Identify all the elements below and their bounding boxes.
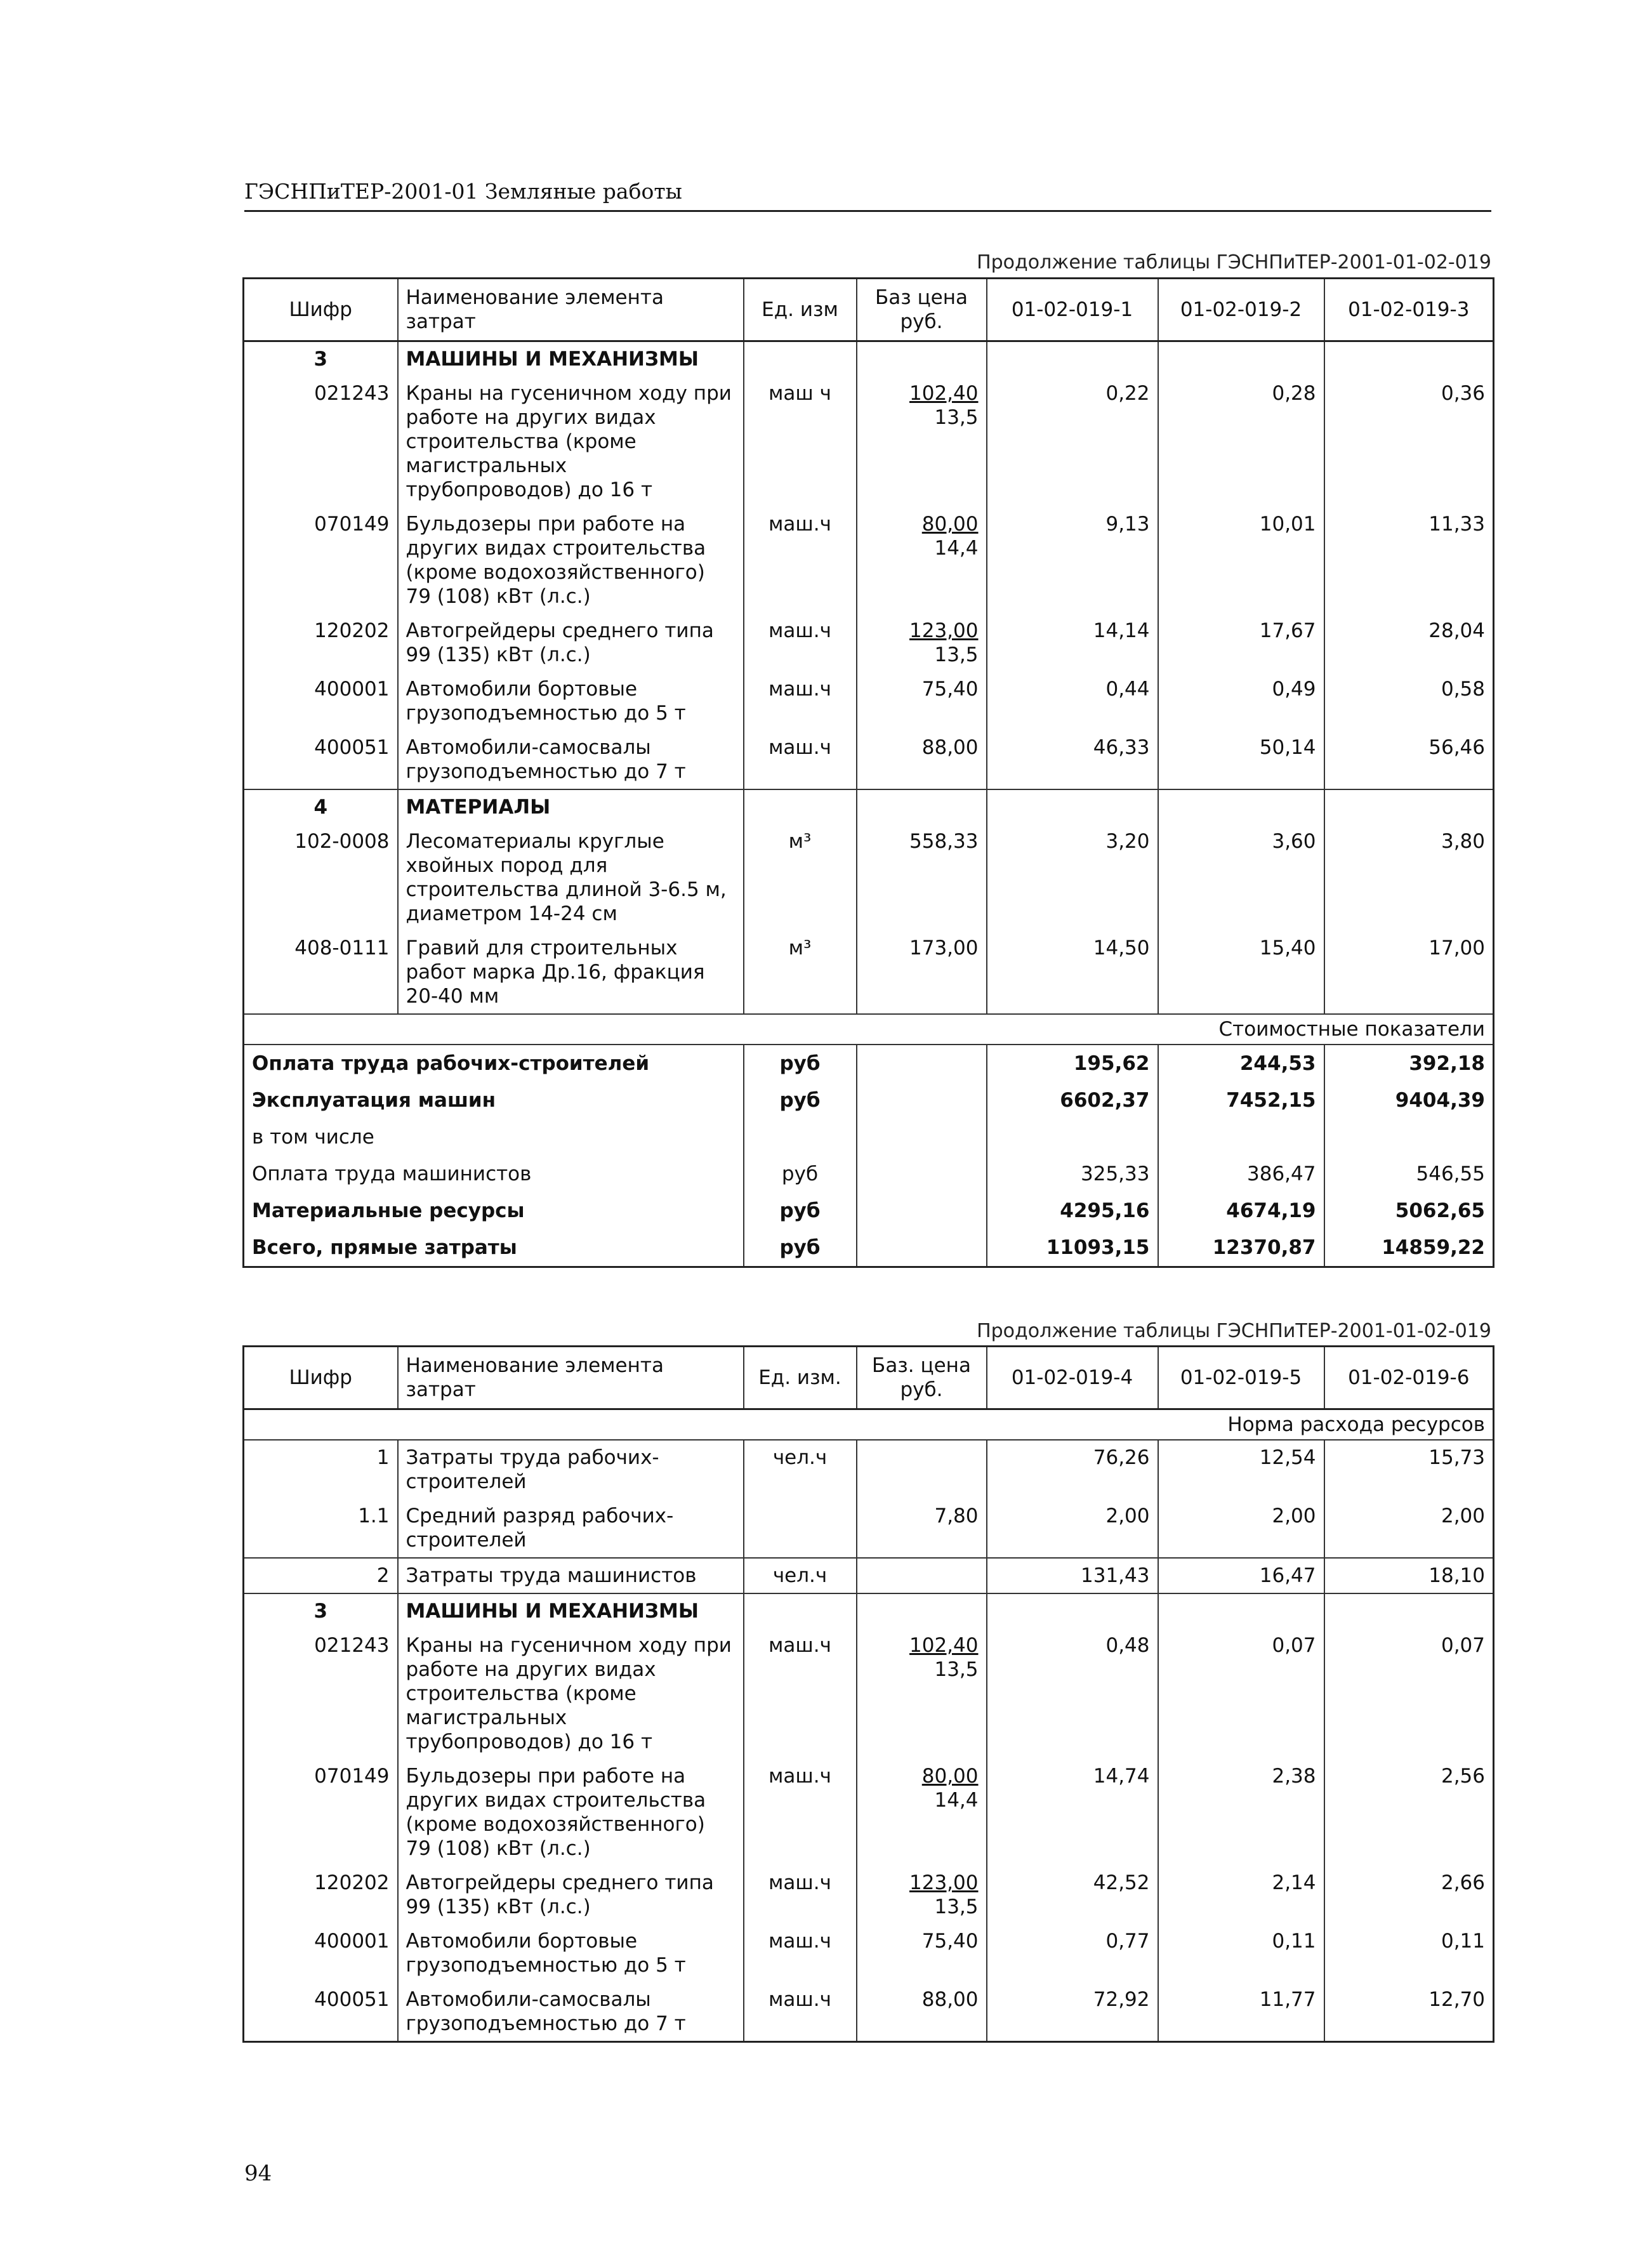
resource-name: Гравий для строительных работ марка Др.16, фракция 20-40 мм	[398, 931, 744, 1014]
cost-row	[244, 1119, 1494, 1156]
empty-cell	[1324, 789, 1494, 824]
base-price: 102,40	[909, 382, 979, 405]
norm-value-2: 0,07	[1158, 1628, 1324, 1759]
cost-unit: руб	[744, 1156, 857, 1192]
base-price: 558,33	[909, 830, 979, 853]
empty-cell	[857, 1156, 987, 1192]
section-title: МАШИНЫ И МЕХАНИЗМЫ	[398, 1593, 744, 1628]
norm-value-3: 2,56	[1324, 1759, 1494, 1866]
norm-value-3: 2,00	[1324, 1499, 1494, 1558]
cost-row	[244, 1156, 1494, 1192]
resource-name: Автомобили-самосвалы грузоподъемностью до 7 т	[398, 730, 744, 789]
resource-name: Затраты труда машинистов	[398, 1558, 744, 1593]
norm-value-1: 0,48	[987, 1628, 1158, 1759]
resource-name: Затраты труда рабочих-строителей	[398, 1440, 744, 1499]
empty-cell	[987, 789, 1158, 824]
section-title: МАШИНЫ И МЕХАНИЗМЫ	[398, 341, 744, 377]
resource-name: Автогрейдеры среднего типа 99 (135) кВт (л.с.)	[398, 614, 744, 672]
price-cell	[857, 1499, 987, 1558]
section-row	[244, 341, 1494, 377]
price-cell	[857, 931, 987, 1014]
cost-value-2: 386,47	[1158, 1156, 1324, 1192]
cost-row	[244, 1082, 1494, 1119]
empty-cell	[987, 1593, 1158, 1628]
resource-code: 400051	[244, 1982, 398, 2042]
price-cell	[857, 1982, 987, 2042]
table-row	[244, 1759, 1494, 1866]
base-price: 7,80	[934, 1505, 979, 1527]
norm-value-1: 0,77	[987, 1924, 1158, 1982]
resource-code: 400051	[244, 730, 398, 789]
empty-cell	[857, 789, 987, 824]
resource-unit: маш.ч	[744, 1628, 857, 1759]
column-header-unit: Ед. изм.	[744, 1347, 857, 1409]
resource-unit: маш ч	[744, 376, 857, 507]
norm-value-2: 0,28	[1158, 376, 1324, 507]
column-header-norm-5: 01-02-019-5	[1158, 1347, 1324, 1409]
cost-label: Оплата труда машинистов	[244, 1156, 744, 1192]
table-row	[244, 1628, 1494, 1759]
base-price: 123,00	[909, 1871, 979, 1894]
norm-value-1: 14,14	[987, 614, 1158, 672]
column-header-norm-4: 01-02-019-4	[987, 1347, 1158, 1409]
base-price: 80,00	[921, 1765, 979, 1788]
cost-value-1: 4295,16	[987, 1192, 1158, 1229]
resource-name: Краны на гусеничном ходу при работе на других видах строительства (кроме магистральных трубопроводов) до 16 т	[398, 1628, 744, 1759]
empty-cell	[857, 1593, 987, 1628]
resource-code: 1	[244, 1440, 398, 1499]
resource-unit: м³	[744, 931, 857, 1014]
empty-cell	[744, 1593, 857, 1628]
price-index: 13,5	[934, 1895, 979, 1918]
norm-value-2: 2,00	[1158, 1499, 1324, 1558]
table-row	[244, 931, 1494, 1014]
base-price: 80,00	[921, 513, 979, 536]
norm-value-1: 42,52	[987, 1866, 1158, 1924]
empty-cell	[987, 341, 1158, 377]
cost-row	[244, 1229, 1494, 1267]
empty-cell	[857, 1229, 987, 1267]
base-price: 75,40	[921, 678, 979, 701]
price-cell	[857, 1759, 987, 1866]
page-number: 94	[244, 2161, 272, 2186]
resource-unit: маш.ч	[744, 614, 857, 672]
table-row	[244, 730, 1494, 789]
table-row	[244, 376, 1494, 507]
norm-value-3: 0,11	[1324, 1924, 1494, 1982]
price-index: 14,4	[934, 537, 979, 560]
section-number: 3	[244, 1593, 398, 1628]
empty-cell	[857, 1045, 987, 1082]
resource-name: Лесоматериалы круглые хвойных пород для строительства длиной 3-6.5 м, диаметром 14-24 см	[398, 824, 744, 931]
norm-value-3: 15,73	[1324, 1440, 1494, 1499]
price-cell	[857, 376, 987, 507]
norm-value-1: 3,20	[987, 824, 1158, 931]
table-row	[244, 1440, 1494, 1499]
cost-label: в том числе	[244, 1119, 744, 1156]
norm-value-1: 0,22	[987, 376, 1158, 507]
cost-value-3: 392,18	[1324, 1045, 1494, 1082]
empty-cell	[857, 1192, 987, 1229]
norm-value-2: 50,14	[1158, 730, 1324, 789]
price-cell	[857, 614, 987, 672]
resource-unit: маш.ч	[744, 507, 857, 614]
section-row	[244, 789, 1494, 824]
norm-value-3: 18,10	[1324, 1558, 1494, 1593]
resource-code: 400001	[244, 1924, 398, 1982]
column-header-price: Баз. цена руб.	[857, 1347, 987, 1409]
column-header-name: Наименование элемента затрат	[398, 279, 744, 341]
empty-cell	[1158, 789, 1324, 824]
norm-value-3: 28,04	[1324, 614, 1494, 672]
norm-value-2: 0,49	[1158, 672, 1324, 730]
norm-value-1: 9,13	[987, 507, 1158, 614]
resource-unit	[744, 1499, 857, 1558]
section-number: 3	[244, 341, 398, 377]
band-row	[244, 1409, 1494, 1441]
empty-cell	[1324, 341, 1494, 377]
norm-value-2: 0,11	[1158, 1924, 1324, 1982]
column-header-norm-6: 01-02-019-6	[1324, 1347, 1494, 1409]
resource-code: 070149	[244, 1759, 398, 1866]
resource-unit: маш.ч	[744, 672, 857, 730]
resource-code: 2	[244, 1558, 398, 1593]
price-index: 13,5	[934, 1658, 979, 1681]
norm-value-3: 0,58	[1324, 672, 1494, 730]
column-header-code: Шифр	[244, 1347, 398, 1409]
band-row	[244, 1014, 1494, 1045]
cost-unit: руб	[744, 1229, 857, 1267]
column-header-code: Шифр	[244, 279, 398, 341]
table-header-row	[244, 279, 1494, 341]
cost-label: Эксплуатация машин	[244, 1082, 744, 1119]
norm-value-1: 76,26	[987, 1440, 1158, 1499]
resource-name: Средний разряд рабочих-строителей	[398, 1499, 744, 1558]
empty-cell	[1158, 1593, 1324, 1628]
cost-value-3	[1324, 1119, 1494, 1156]
column-header-unit: Ед. изм	[744, 279, 857, 341]
cost-value-1: 11093,15	[987, 1229, 1158, 1267]
empty-cell	[857, 341, 987, 377]
norm-value-3: 11,33	[1324, 507, 1494, 614]
resource-code: 021243	[244, 376, 398, 507]
cost-value-1: 195,62	[987, 1045, 1158, 1082]
base-price: 75,40	[921, 1930, 979, 1953]
cost-value-1: 6602,37	[987, 1082, 1158, 1119]
base-price: 123,00	[909, 619, 979, 642]
cost-unit: руб	[744, 1192, 857, 1229]
cost-value-3: 14859,22	[1324, 1229, 1494, 1267]
base-price: 88,00	[921, 1988, 979, 2011]
resource-table-1	[242, 277, 1494, 1268]
column-header-norm-3: 01-02-019-3	[1324, 279, 1494, 341]
table-row	[244, 507, 1494, 614]
base-price: 88,00	[921, 736, 979, 759]
resource-name: Автомобили-самосвалы грузоподъемностью до 7 т	[398, 1982, 744, 2042]
empty-cell	[744, 341, 857, 377]
price-cell	[857, 1924, 987, 1982]
column-header-name: Наименование элемента затрат	[398, 1347, 744, 1409]
norm-value-1: 72,92	[987, 1982, 1158, 2042]
resource-name: Бульдозеры при работе на других видах строительства (кроме водохозяйственного) 79 (108) кВт (л.с.)	[398, 1759, 744, 1866]
section-row	[244, 1593, 1494, 1628]
resource-unit: маш.ч	[744, 1866, 857, 1924]
norm-value-3: 17,00	[1324, 931, 1494, 1014]
cost-label: Материальные ресурсы	[244, 1192, 744, 1229]
table-row	[244, 1499, 1494, 1558]
resource-unit: чел.ч	[744, 1440, 857, 1499]
price-cell	[857, 1866, 987, 1924]
norm-value-2: 2,38	[1158, 1759, 1324, 1866]
cost-label: Всего, прямые затраты	[244, 1229, 744, 1267]
cost-value-1: 325,33	[987, 1156, 1158, 1192]
norm-value-1: 14,50	[987, 931, 1158, 1014]
table-row	[244, 672, 1494, 730]
empty-cell	[1158, 341, 1324, 377]
price-cell	[857, 824, 987, 931]
norm-value-3: 12,70	[1324, 1982, 1494, 2042]
section-title: МАТЕРИАЛЫ	[398, 789, 744, 824]
norm-value-1: 0,44	[987, 672, 1158, 730]
norm-value-1: 46,33	[987, 730, 1158, 789]
cost-value-2	[1158, 1119, 1324, 1156]
empty-cell	[857, 1119, 987, 1156]
norm-value-1: 14,74	[987, 1759, 1158, 1866]
band-label: Стоимостные показатели	[244, 1014, 1494, 1045]
column-header-norm-1: 01-02-019-1	[987, 279, 1158, 341]
cost-value-2: 244,53	[1158, 1045, 1324, 1082]
cost-unit: руб	[744, 1045, 857, 1082]
table-row	[244, 1558, 1494, 1593]
price-cell	[857, 1628, 987, 1759]
base-price: 173,00	[909, 937, 979, 959]
norm-value-3: 0,07	[1324, 1628, 1494, 1759]
resource-name: Автомобили бортовые грузоподъемностью до 5 т	[398, 1924, 744, 1982]
resource-name: Краны на гусеничном ходу при работе на других видах строительства (кроме магистральных трубопроводов) до 16 т	[398, 376, 744, 507]
norm-value-2: 11,77	[1158, 1982, 1324, 2042]
norm-value-2: 12,54	[1158, 1440, 1324, 1499]
table-caption: Продолжение таблицы ГЭСНПиТЕР-2001-01-02-019	[977, 1320, 1491, 1342]
resource-unit: м³	[744, 824, 857, 931]
empty-cell	[1324, 1593, 1494, 1628]
table-row	[244, 1866, 1494, 1924]
page-header: ГЭСНПиТЕР-2001-01 Земляные работы	[244, 179, 1491, 212]
norm-value-1: 131,43	[987, 1558, 1158, 1593]
price-index: 13,5	[934, 406, 979, 429]
norm-value-2: 2,14	[1158, 1866, 1324, 1924]
price-cell	[857, 1558, 987, 1593]
cost-row	[244, 1192, 1494, 1229]
norm-value-2: 3,60	[1158, 824, 1324, 931]
cost-label: Оплата труда рабочих-строителей	[244, 1045, 744, 1082]
table-header-row	[244, 1347, 1494, 1409]
resource-name: Автомобили бортовые грузоподъемностью до 5 т	[398, 672, 744, 730]
resource-unit: маш.ч	[744, 730, 857, 789]
cost-value-2: 7452,15	[1158, 1082, 1324, 1119]
norm-value-3: 2,66	[1324, 1866, 1494, 1924]
table-caption: Продолжение таблицы ГЭСНПиТЕР-2001-01-02-019	[977, 251, 1491, 274]
price-cell	[857, 672, 987, 730]
section-number: 4	[244, 789, 398, 824]
base-price: 102,40	[909, 1634, 979, 1657]
resource-code: 400001	[244, 672, 398, 730]
price-cell	[857, 730, 987, 789]
cost-value-1	[987, 1119, 1158, 1156]
table-row	[244, 614, 1494, 672]
table-row	[244, 1924, 1494, 1982]
norm-value-3: 56,46	[1324, 730, 1494, 789]
resource-unit: маш.ч	[744, 1759, 857, 1866]
cost-value-2: 4674,19	[1158, 1192, 1324, 1229]
empty-cell	[857, 1082, 987, 1119]
price-index: 14,4	[934, 1789, 979, 1812]
resource-code: 120202	[244, 614, 398, 672]
price-index: 13,5	[934, 643, 979, 666]
norm-value-2: 10,01	[1158, 507, 1324, 614]
resource-name: Бульдозеры при работе на других видах строительства (кроме водохозяйственного) 79 (108) кВт (л.с.)	[398, 507, 744, 614]
cost-value-3: 9404,39	[1324, 1082, 1494, 1119]
resource-code: 021243	[244, 1628, 398, 1759]
norm-value-2: 17,67	[1158, 614, 1324, 672]
resource-unit: чел.ч	[744, 1558, 857, 1593]
norm-value-3: 0,36	[1324, 376, 1494, 507]
table-row	[244, 1982, 1494, 2042]
resource-code: 1.1	[244, 1499, 398, 1558]
cost-unit	[744, 1119, 857, 1156]
cost-value-3: 5062,65	[1324, 1192, 1494, 1229]
norm-value-2: 16,47	[1158, 1558, 1324, 1593]
norm-value-3: 3,80	[1324, 824, 1494, 931]
empty-cell	[744, 789, 857, 824]
table-row	[244, 824, 1494, 931]
norm-value-1: 2,00	[987, 1499, 1158, 1558]
band-label: Норма расхода ресурсов	[244, 1409, 1494, 1441]
cost-unit: руб	[744, 1082, 857, 1119]
cost-row	[244, 1045, 1494, 1082]
cost-value-3: 546,55	[1324, 1156, 1494, 1192]
price-cell	[857, 507, 987, 614]
resource-name: Автогрейдеры среднего типа 99 (135) кВт (л.с.)	[398, 1866, 744, 1924]
column-header-price: Баз цена руб.	[857, 279, 987, 341]
resource-unit: маш.ч	[744, 1924, 857, 1982]
cost-value-2: 12370,87	[1158, 1229, 1324, 1267]
resource-code: 102-0008	[244, 824, 398, 931]
resource-code: 070149	[244, 507, 398, 614]
resource-table-2	[242, 1345, 1494, 2043]
resource-code: 120202	[244, 1866, 398, 1924]
price-cell	[857, 1440, 987, 1499]
resource-unit: маш.ч	[744, 1982, 857, 2042]
column-header-norm-2: 01-02-019-2	[1158, 279, 1324, 341]
resource-code: 408-0111	[244, 931, 398, 1014]
norm-value-2: 15,40	[1158, 931, 1324, 1014]
